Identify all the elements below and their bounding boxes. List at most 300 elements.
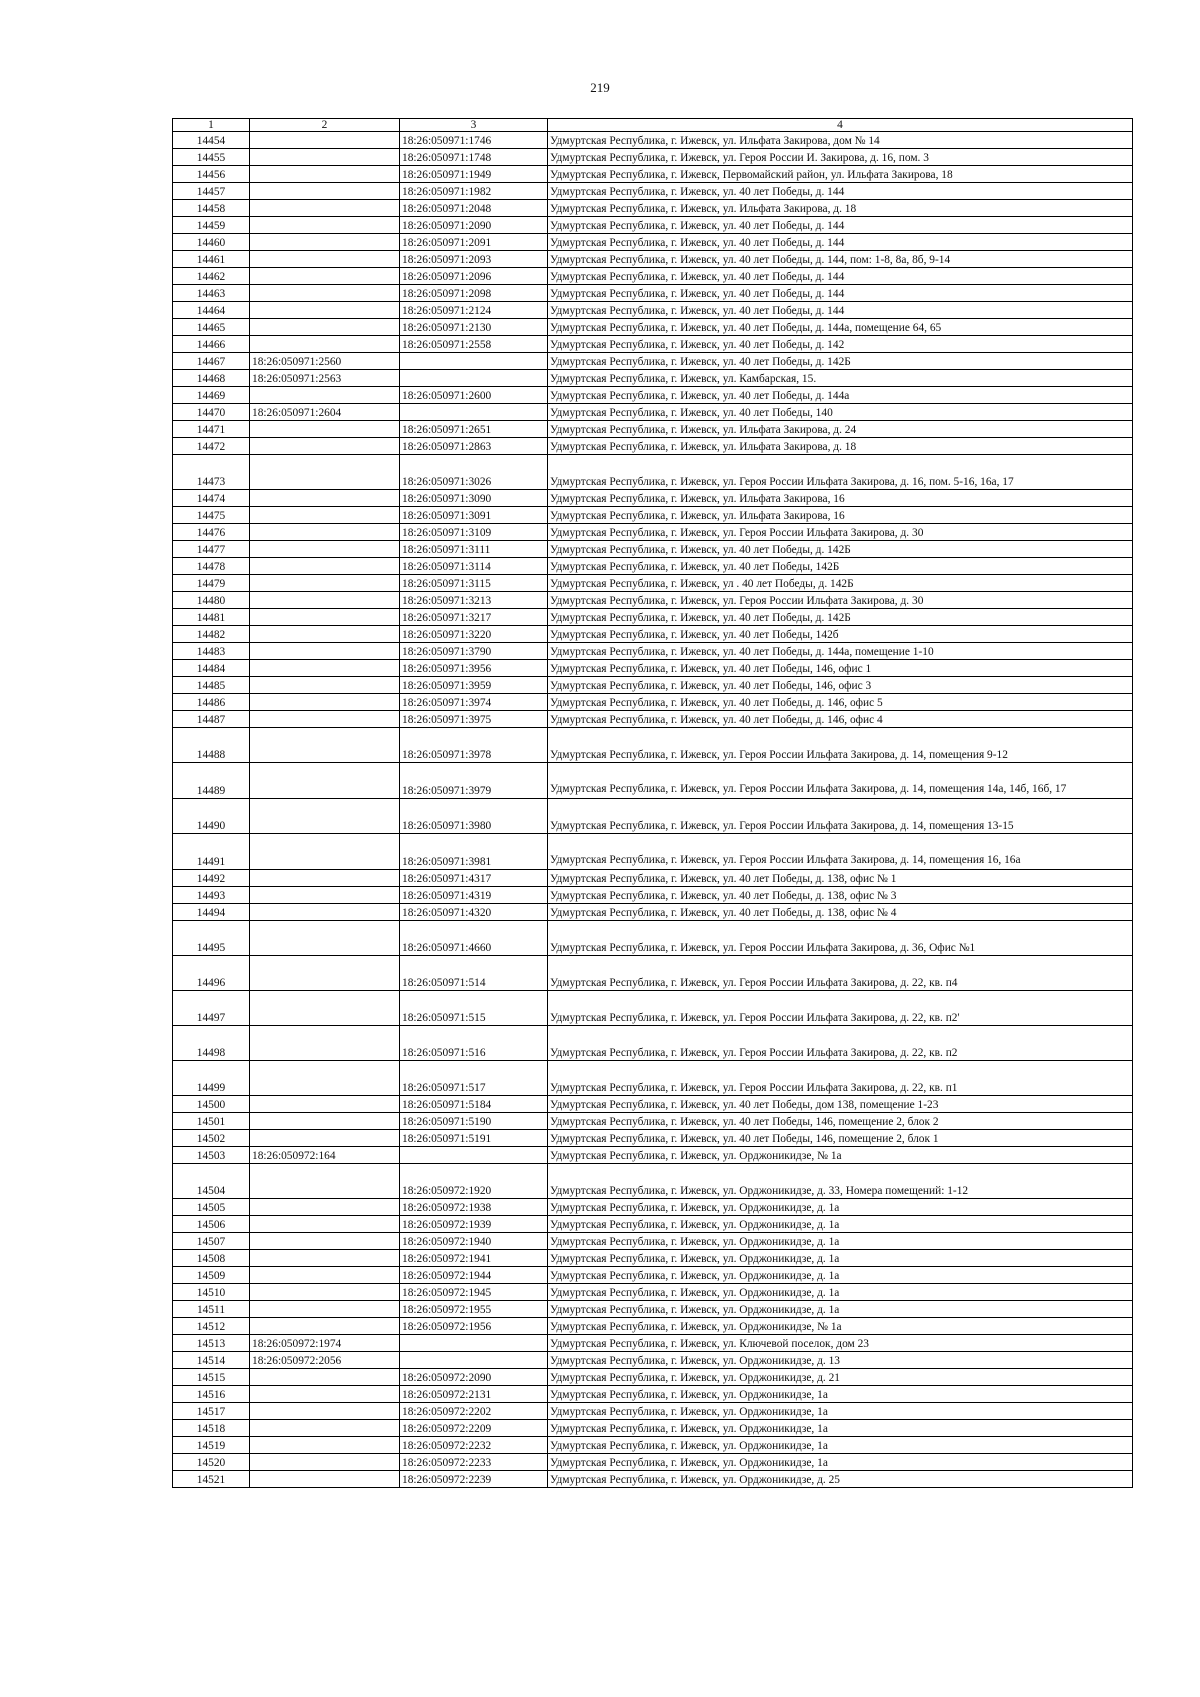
row-number: 14514 xyxy=(173,1352,250,1369)
address: Удмуртская Республика, г. Ижевск, ул. Орджоникидзе, 1а xyxy=(548,1454,1133,1471)
row-number: 14454 xyxy=(173,132,250,149)
row-number: 14489 xyxy=(173,763,250,799)
row-number: 14472 xyxy=(173,438,250,455)
address: Удмуртская Республика, г. Ижевск, ул. Орджоникидзе, 1а xyxy=(548,1386,1133,1403)
cadastral-number-col3: 18:26:050971:515 xyxy=(400,991,548,1026)
cadastral-number-col3: 18:26:050971:3974 xyxy=(400,694,548,711)
register-table xyxy=(172,118,1133,1488)
row-number: 14468 xyxy=(173,370,250,387)
address: Удмуртская Республика, г. Ижевск, ул. 40 лет Победы, д. 138, офис № 4 xyxy=(548,904,1133,921)
address: Удмуртская Республика, г. Ижевск, ул. Орджоникидзе, д. 21 xyxy=(548,1369,1133,1386)
address: Удмуртская Республика, г. Ижевск, ул. Орджоникидзе, д. 1а xyxy=(548,1284,1133,1301)
cadastral-number-col3: 18:26:050971:2600 xyxy=(400,387,548,404)
row-number: 14469 xyxy=(173,387,250,404)
address: Удмуртская Республика, г. Ижевск, ул. Орджоникидзе, д. 1а xyxy=(548,1216,1133,1233)
address: Удмуртская Республика, г. Ижевск, ул . 40 лет Победы, д. 142Б xyxy=(548,575,1133,592)
cadastral-number-col3: 18:26:050972:2239 xyxy=(400,1471,548,1488)
cadastral-number-col3: 18:26:050972:1941 xyxy=(400,1250,548,1267)
address: Удмуртская Республика, г. Ижевск, ул. Орджоникидзе, 1а xyxy=(548,1420,1133,1437)
cadastral-number-col3: 18:26:050971:3956 xyxy=(400,660,548,677)
row-number: 14496 xyxy=(173,956,250,991)
address: Удмуртская Республика, г. Ижевск, ул. 40 лет Победы, д. 144 xyxy=(548,285,1133,302)
cadastral-number-col2 xyxy=(250,991,400,1026)
address: Удмуртская Республика, г. Ижевск, ул. 40 лет Победы, д. 144 xyxy=(548,183,1133,200)
cadastral-number-col2 xyxy=(250,609,400,626)
cadastral-number-col3 xyxy=(400,1352,548,1369)
cadastral-number-col3: 18:26:050972:1956 xyxy=(400,1318,548,1335)
table-row xyxy=(173,870,1133,887)
cadastral-number-col3: 18:26:050971:3978 xyxy=(400,728,548,763)
cadastral-number-col2 xyxy=(250,677,400,694)
table-row xyxy=(173,438,1133,455)
row-number: 14459 xyxy=(173,217,250,234)
row-number: 14482 xyxy=(173,626,250,643)
table-row xyxy=(173,1437,1133,1454)
table-row xyxy=(173,921,1133,956)
address: Удмуртская Республика, г. Ижевск, ул. 40 лет Победы, д. 144 xyxy=(548,234,1133,251)
table-row xyxy=(173,370,1133,387)
cadastral-number-col3: 18:26:050971:3090 xyxy=(400,490,548,507)
cadastral-number-col3: 18:26:050972:1920 xyxy=(400,1164,548,1199)
table-row xyxy=(173,904,1133,921)
table-row xyxy=(173,1096,1133,1113)
table-row xyxy=(173,507,1133,524)
table-row xyxy=(173,643,1133,660)
address: Удмуртская Республика, г. Ижевск, ул. 40 лет Победы, д. 144 xyxy=(548,268,1133,285)
address: Удмуртская Республика, г. Ижевск, ул. 40 лет Победы, д. 144 xyxy=(548,302,1133,319)
cadastral-number-col2 xyxy=(250,1284,400,1301)
cadastral-number-col2 xyxy=(250,1471,400,1488)
column-header-2: 2 xyxy=(250,119,400,132)
cadastral-number-col3: 18:26:050971:1982 xyxy=(400,183,548,200)
row-number: 14498 xyxy=(173,1026,250,1061)
cadastral-number-col3: 18:26:050971:1746 xyxy=(400,132,548,149)
row-number: 14456 xyxy=(173,166,250,183)
cadastral-number-col3: 18:26:050971:2093 xyxy=(400,251,548,268)
cadastral-number-col2 xyxy=(250,660,400,677)
row-number: 14455 xyxy=(173,149,250,166)
address: Удмуртская Республика, г. Ижевск, ул. Орджоникидзе, 1а xyxy=(548,1403,1133,1420)
cadastral-number-col2 xyxy=(250,507,400,524)
row-number: 14506 xyxy=(173,1216,250,1233)
row-number: 14475 xyxy=(173,507,250,524)
cadastral-number-col2: 18:26:050971:2604 xyxy=(250,404,400,421)
table-row xyxy=(173,149,1133,166)
cadastral-number-col3: 18:26:050971:3980 xyxy=(400,799,548,834)
cadastral-number-col2 xyxy=(250,834,400,870)
cadastral-number-col2 xyxy=(250,763,400,799)
table-row xyxy=(173,251,1133,268)
cadastral-number-col2 xyxy=(250,285,400,302)
address: Удмуртская Республика, г. Ижевск, ул. Орджоникидзе, д. 13 xyxy=(548,1352,1133,1369)
cadastral-number-col3: 18:26:050971:2091 xyxy=(400,234,548,251)
address: Удмуртская Республика, г. Ижевск, ул. 40 лет Победы, д. 146, офис 4 xyxy=(548,711,1133,728)
table-row xyxy=(173,336,1133,353)
cadastral-number-col3: 18:26:050971:3979 xyxy=(400,763,548,799)
address: Удмуртская Республика, г. Ижевск, ул. Героя России Ильфата Закирова, д. 22, кв. п2 xyxy=(548,1026,1133,1061)
address: Удмуртская Республика, г. Ижевск, ул. 40 лет Победы, 142Б xyxy=(548,558,1133,575)
address: Удмуртская Республика, г. Ижевск, ул. Камбарская, 15. xyxy=(548,370,1133,387)
cadastral-number-col3: 18:26:050972:2202 xyxy=(400,1403,548,1420)
address: Удмуртская Республика, г. Ижевск, ул. Героя России Ильфата Закирова, д. 14, помещения 16, 16а xyxy=(548,834,1133,870)
row-number: 14511 xyxy=(173,1301,250,1318)
table-row xyxy=(173,575,1133,592)
row-number: 14509 xyxy=(173,1267,250,1284)
cadastral-number-col3: 18:26:050971:4319 xyxy=(400,887,548,904)
table-row xyxy=(173,234,1133,251)
table-row xyxy=(173,1352,1133,1369)
row-number: 14512 xyxy=(173,1318,250,1335)
cadastral-number-col2 xyxy=(250,558,400,575)
table-row xyxy=(173,387,1133,404)
address: Удмуртская Республика, г. Ижевск, ул. Героя России Ильфата Закирова, д. 14, помещения 14а, 14б, 16б, 17 xyxy=(548,763,1133,799)
address: Удмуртская Республика, г. Ижевск, ул. 40 лет Победы, 142б xyxy=(548,626,1133,643)
cadastral-number-col2 xyxy=(250,387,400,404)
cadastral-number-col3: 18:26:050971:3109 xyxy=(400,524,548,541)
address: Удмуртская Республика, г. Ижевск, ул. 40 лет Победы, 146, помещение 2, блок 1 xyxy=(548,1130,1133,1147)
table-row xyxy=(173,285,1133,302)
address: Удмуртская Республика, г. Ижевск, ул. 40 лет Победы, д. 144а xyxy=(548,387,1133,404)
cadastral-number-col3: 18:26:050971:2124 xyxy=(400,302,548,319)
table-row xyxy=(173,1199,1133,1216)
row-number: 14487 xyxy=(173,711,250,728)
table-row xyxy=(173,1454,1133,1471)
table-row xyxy=(173,166,1133,183)
cadastral-number-col2 xyxy=(250,1318,400,1335)
row-number: 14480 xyxy=(173,592,250,609)
address: Удмуртская Республика, г. Ижевск, ул. Ильфата Закирова, д. 18 xyxy=(548,200,1133,217)
address: Удмуртская Республика, г. Ижевск, ул. Героя России Ильфата Закирова, д. 16, пом. 5-16, 16а, 17 xyxy=(548,455,1133,490)
row-number: 14481 xyxy=(173,609,250,626)
cadastral-number-col2 xyxy=(250,904,400,921)
row-number: 14474 xyxy=(173,490,250,507)
row-number: 14493 xyxy=(173,887,250,904)
address: Удмуртская Республика, г. Ижевск, Первомайский район, ул. Ильфата Закирова, 18 xyxy=(548,166,1133,183)
cadastral-number-col3: 18:26:050971:2096 xyxy=(400,268,548,285)
cadastral-number-col2 xyxy=(250,1369,400,1386)
header-row xyxy=(173,119,1133,132)
table-row xyxy=(173,1164,1133,1199)
table-row xyxy=(173,1386,1133,1403)
address: Удмуртская Республика, г. Ижевск, ул. Орджоникидзе, д. 1а xyxy=(548,1250,1133,1267)
table-row xyxy=(173,1267,1133,1284)
address: Удмуртская Республика, г. Ижевск, ул. Орджоникидзе, д. 1а xyxy=(548,1301,1133,1318)
row-number: 14486 xyxy=(173,694,250,711)
cadastral-number-col2 xyxy=(250,200,400,217)
address: Удмуртская Республика, г. Ижевск, ул. Ключевой поселок, дом 23 xyxy=(548,1335,1133,1352)
cadastral-number-col3: 18:26:050971:2558 xyxy=(400,336,548,353)
table-row xyxy=(173,711,1133,728)
row-number: 14501 xyxy=(173,1113,250,1130)
cadastral-number-col3: 18:26:050972:1938 xyxy=(400,1199,548,1216)
cadastral-number-col3: 18:26:050971:3111 xyxy=(400,541,548,558)
row-number: 14497 xyxy=(173,991,250,1026)
table-row xyxy=(173,1403,1133,1420)
table-row xyxy=(173,1147,1133,1164)
cadastral-number-col3 xyxy=(400,1147,548,1164)
cadastral-number-col3: 18:26:050972:1939 xyxy=(400,1216,548,1233)
cadastral-number-col2 xyxy=(250,1164,400,1199)
cadastral-number-col3: 18:26:050971:514 xyxy=(400,956,548,991)
table-row xyxy=(173,1216,1133,1233)
cadastral-number-col2 xyxy=(250,1420,400,1437)
row-number: 14505 xyxy=(173,1199,250,1216)
cadastral-number-col2 xyxy=(250,887,400,904)
cadastral-number-col2 xyxy=(250,728,400,763)
cadastral-number-col3: 18:26:050971:3220 xyxy=(400,626,548,643)
cadastral-number-col3: 18:26:050971:3115 xyxy=(400,575,548,592)
row-number: 14458 xyxy=(173,200,250,217)
row-number: 14516 xyxy=(173,1386,250,1403)
cadastral-number-col2 xyxy=(250,1061,400,1096)
table-row xyxy=(173,592,1133,609)
row-number: 14473 xyxy=(173,455,250,490)
table-row xyxy=(173,609,1133,626)
cadastral-number-col3: 18:26:050971:2863 xyxy=(400,438,548,455)
address: Удмуртская Республика, г. Ижевск, ул. Орджоникидзе, д. 1а xyxy=(548,1199,1133,1216)
address: Удмуртская Республика, г. Ижевск, ул. Орджоникидзе, № 1а xyxy=(548,1318,1133,1335)
address: Удмуртская Республика, г. Ижевск, ул. Героя России И. Закирова, д. 16, пом. 3 xyxy=(548,149,1133,166)
cadastral-number-col2 xyxy=(250,1386,400,1403)
table-row xyxy=(173,132,1133,149)
row-number: 14466 xyxy=(173,336,250,353)
cadastral-number-col2 xyxy=(250,921,400,956)
cadastral-number-col3: 18:26:050971:2098 xyxy=(400,285,548,302)
address: Удмуртская Республика, г. Ижевск, ул. Орджоникидзе, № 1а xyxy=(548,1147,1133,1164)
address: Удмуртская Республика, г. Ижевск, ул. 40 лет Победы, д. 142Б xyxy=(548,353,1133,370)
row-number: 14477 xyxy=(173,541,250,558)
table-row xyxy=(173,200,1133,217)
address: Удмуртская Республика, г. Ижевск, ул. Героя России Ильфата Закирова, д. 14, помещения 9-12 xyxy=(548,728,1133,763)
table-row xyxy=(173,319,1133,336)
address: Удмуртская Республика, г. Ижевск, ул. 40 лет Победы, д. 144а, помещение 64, 65 xyxy=(548,319,1133,336)
table-row xyxy=(173,677,1133,694)
row-number: 14491 xyxy=(173,834,250,870)
cadastral-number-col2 xyxy=(250,541,400,558)
address: Удмуртская Республика, г. Ижевск, ул. 40 лет Победы, д. 144, пом: 1-8, 8а, 8б, 9-14 xyxy=(548,251,1133,268)
cadastral-number-col3: 18:26:050971:5190 xyxy=(400,1113,548,1130)
row-number: 14515 xyxy=(173,1369,250,1386)
cadastral-number-col3: 18:26:050971:4660 xyxy=(400,921,548,956)
cadastral-number-col2 xyxy=(250,455,400,490)
row-number: 14508 xyxy=(173,1250,250,1267)
table-row xyxy=(173,1318,1133,1335)
row-number: 14504 xyxy=(173,1164,250,1199)
table-row xyxy=(173,1301,1133,1318)
row-number: 14502 xyxy=(173,1130,250,1147)
row-number: 14470 xyxy=(173,404,250,421)
cadastral-number-col3: 18:26:050971:3026 xyxy=(400,455,548,490)
table-row xyxy=(173,660,1133,677)
cadastral-number-col3 xyxy=(400,370,548,387)
row-number: 14471 xyxy=(173,421,250,438)
table-row xyxy=(173,490,1133,507)
address: Удмуртская Республика, г. Ижевск, ул. Героя России Ильфата Закирова, д. 14, помещения 13-15 xyxy=(548,799,1133,834)
address: Удмуртская Республика, г. Ижевск, ул. Ильфата Закирова, дом № 14 xyxy=(548,132,1133,149)
table-row xyxy=(173,763,1133,799)
row-number: 14485 xyxy=(173,677,250,694)
table-row xyxy=(173,1284,1133,1301)
table-row xyxy=(173,728,1133,763)
table-row xyxy=(173,799,1133,834)
cadastral-number-col3: 18:26:050971:1949 xyxy=(400,166,548,183)
row-number: 14495 xyxy=(173,921,250,956)
cadastral-number-col3: 18:26:050971:517 xyxy=(400,1061,548,1096)
cadastral-number-col2 xyxy=(250,217,400,234)
cadastral-number-col2: 18:26:050971:2560 xyxy=(250,353,400,370)
cadastral-number-col3: 18:26:050971:3217 xyxy=(400,609,548,626)
row-number: 14517 xyxy=(173,1403,250,1420)
cadastral-number-col2 xyxy=(250,336,400,353)
cadastral-number-col3: 18:26:050972:1955 xyxy=(400,1301,548,1318)
address: Удмуртская Республика, г. Ижевск, ул. 40 лет Победы, 146, офис 1 xyxy=(548,660,1133,677)
address: Удмуртская Республика, г. Ижевск, ул. Героя России Ильфата Закирова, д. 22, кв. п1 xyxy=(548,1061,1133,1096)
cadastral-number-col3: 18:26:050971:2048 xyxy=(400,200,548,217)
cadastral-number-col3: 18:26:050972:2209 xyxy=(400,1420,548,1437)
table-row xyxy=(173,421,1133,438)
table-row xyxy=(173,268,1133,285)
table-row xyxy=(173,524,1133,541)
address: Удмуртская Республика, г. Ижевск, ул. Орджоникидзе, 1а xyxy=(548,1437,1133,1454)
cadastral-number-col2 xyxy=(250,1301,400,1318)
cadastral-number-col2: 18:26:050972:1974 xyxy=(250,1335,400,1352)
row-number: 14464 xyxy=(173,302,250,319)
cadastral-number-col2 xyxy=(250,575,400,592)
table-row xyxy=(173,626,1133,643)
cadastral-number-col3: 18:26:050971:3975 xyxy=(400,711,548,728)
cadastral-number-col3: 18:26:050972:2090 xyxy=(400,1369,548,1386)
table-row xyxy=(173,1113,1133,1130)
cadastral-number-col3: 18:26:050972:1944 xyxy=(400,1267,548,1284)
address: Удмуртская Республика, г. Ижевск, ул. 40 лет Победы, д. 144а, помещение 1-10 xyxy=(548,643,1133,660)
table-row xyxy=(173,302,1133,319)
address: Удмуртская Республика, г. Ижевск, ул. 40 лет Победы, д. 138, офис № 1 xyxy=(548,870,1133,887)
cadastral-number-col3: 18:26:050971:3114 xyxy=(400,558,548,575)
address: Удмуртская Республика, г. Ижевск, ул. Ильфата Закирова, д. 18 xyxy=(548,438,1133,455)
cadastral-number-col2 xyxy=(250,490,400,507)
row-number: 14476 xyxy=(173,524,250,541)
address: Удмуртская Республика, г. Ижевск, ул. Героя России Ильфата Закирова, д. 36, Офис №1 xyxy=(548,921,1133,956)
address: Удмуртская Республика, г. Ижевск, ул. 40 лет Победы, 146, помещение 2, блок 2 xyxy=(548,1113,1133,1130)
column-header-1: 1 xyxy=(173,119,250,132)
table-row xyxy=(173,887,1133,904)
row-number: 14521 xyxy=(173,1471,250,1488)
row-number: 14494 xyxy=(173,904,250,921)
cadastral-number-col2 xyxy=(250,234,400,251)
cadastral-number-col3: 18:26:050971:4317 xyxy=(400,870,548,887)
row-number: 14478 xyxy=(173,558,250,575)
cadastral-number-col3: 18:26:050971:1748 xyxy=(400,149,548,166)
row-number: 14484 xyxy=(173,660,250,677)
address: Удмуртская Республика, г. Ижевск, ул. Орджоникидзе, д. 25 xyxy=(548,1471,1133,1488)
cadastral-number-col2 xyxy=(250,183,400,200)
cadastral-number-col2 xyxy=(250,1199,400,1216)
cadastral-number-col2 xyxy=(250,1216,400,1233)
table-row xyxy=(173,558,1133,575)
row-number: 14499 xyxy=(173,1061,250,1096)
row-number: 14519 xyxy=(173,1437,250,1454)
cadastral-number-col2 xyxy=(250,956,400,991)
cadastral-number-col3 xyxy=(400,1335,548,1352)
cadastral-number-col2 xyxy=(250,524,400,541)
table-row xyxy=(173,1061,1133,1096)
cadastral-number-col2 xyxy=(250,1113,400,1130)
cadastral-number-col3: 18:26:050971:3959 xyxy=(400,677,548,694)
cadastral-number-col2 xyxy=(250,1096,400,1113)
row-number: 14460 xyxy=(173,234,250,251)
table-row xyxy=(173,183,1133,200)
cadastral-number-col2 xyxy=(250,1250,400,1267)
address: Удмуртская Республика, г. Ижевск, ул. 40 лет Победы, 146, офис 3 xyxy=(548,677,1133,694)
cadastral-number-col2 xyxy=(250,711,400,728)
row-number: 14465 xyxy=(173,319,250,336)
row-number: 14467 xyxy=(173,353,250,370)
table-row xyxy=(173,404,1133,421)
address: Удмуртская Республика, г. Ижевск, ул. Героя России Ильфата Закирова, д. 30 xyxy=(548,592,1133,609)
address: Удмуртская Республика, г. Ижевск, ул. 40 лет Победы, д. 142Б xyxy=(548,541,1133,558)
row-number: 14500 xyxy=(173,1096,250,1113)
cadastral-number-col2 xyxy=(250,302,400,319)
row-number: 14492 xyxy=(173,870,250,887)
row-number: 14503 xyxy=(173,1147,250,1164)
row-number: 14488 xyxy=(173,728,250,763)
cadastral-number-col2: 18:26:050972:2056 xyxy=(250,1352,400,1369)
table-header xyxy=(173,119,1133,132)
table-row xyxy=(173,353,1133,370)
address: Удмуртская Республика, г. Ижевск, ул. Героя России Ильфата Закирова, д. 30 xyxy=(548,524,1133,541)
table-row xyxy=(173,694,1133,711)
address: Удмуртская Республика, г. Ижевск, ул. 40 лет Победы, д. 142 xyxy=(548,336,1133,353)
address: Удмуртская Республика, г. Ижевск, ул. 40 лет Победы, д. 138, офис № 3 xyxy=(548,887,1133,904)
table-row xyxy=(173,1233,1133,1250)
address: Удмуртская Республика, г. Ижевск, ул. Орджоникидзе, д. 33, Номера помещений: 1-12 xyxy=(548,1164,1133,1199)
row-number: 14462 xyxy=(173,268,250,285)
cadastral-number-col2 xyxy=(250,1403,400,1420)
cadastral-number-col3: 18:26:050971:516 xyxy=(400,1026,548,1061)
table-row xyxy=(173,1250,1133,1267)
cadastral-number-col3: 18:26:050971:5191 xyxy=(400,1130,548,1147)
address: Удмуртская Республика, г. Ижевск, ул. Ильфата Закирова, д. 24 xyxy=(548,421,1133,438)
cadastral-number-col3: 18:26:050971:3790 xyxy=(400,643,548,660)
cadastral-number-col2 xyxy=(250,592,400,609)
cadastral-number-col3: 18:26:050971:2090 xyxy=(400,217,548,234)
cadastral-number-col3: 18:26:050971:3981 xyxy=(400,834,548,870)
cadastral-number-col2 xyxy=(250,268,400,285)
cadastral-number-col3: 18:26:050972:1940 xyxy=(400,1233,548,1250)
cadastral-number-col2: 18:26:050971:2563 xyxy=(250,370,400,387)
cadastral-number-col2 xyxy=(250,1454,400,1471)
table-row xyxy=(173,455,1133,490)
cadastral-number-col2 xyxy=(250,870,400,887)
address: Удмуртская Республика, г. Ижевск, ул. Орджоникидзе, д. 1а xyxy=(548,1233,1133,1250)
cadastral-number-col2 xyxy=(250,799,400,834)
table-row xyxy=(173,1335,1133,1352)
cadastral-number-col3: 18:26:050972:2131 xyxy=(400,1386,548,1403)
row-number: 14510 xyxy=(173,1284,250,1301)
address: Удмуртская Республика, г. Ижевск, ул. Героя России Ильфата Закирова, д. 22, кв. п2' xyxy=(548,991,1133,1026)
table-row xyxy=(173,834,1133,870)
address: Удмуртская Республика, г. Ижевск, ул. 40 лет Победы, 140 xyxy=(548,404,1133,421)
cadastral-number-col2 xyxy=(250,1130,400,1147)
row-number: 14483 xyxy=(173,643,250,660)
column-header-4: 4 xyxy=(548,119,1133,132)
cadastral-number-col3: 18:26:050971:2130 xyxy=(400,319,548,336)
cadastral-number-col3: 18:26:050971:5184 xyxy=(400,1096,548,1113)
cadastral-number-col3: 18:26:050971:3091 xyxy=(400,507,548,524)
cadastral-number-col2 xyxy=(250,1233,400,1250)
cadastral-number-col3: 18:26:050971:4320 xyxy=(400,904,548,921)
table-row xyxy=(173,1420,1133,1437)
